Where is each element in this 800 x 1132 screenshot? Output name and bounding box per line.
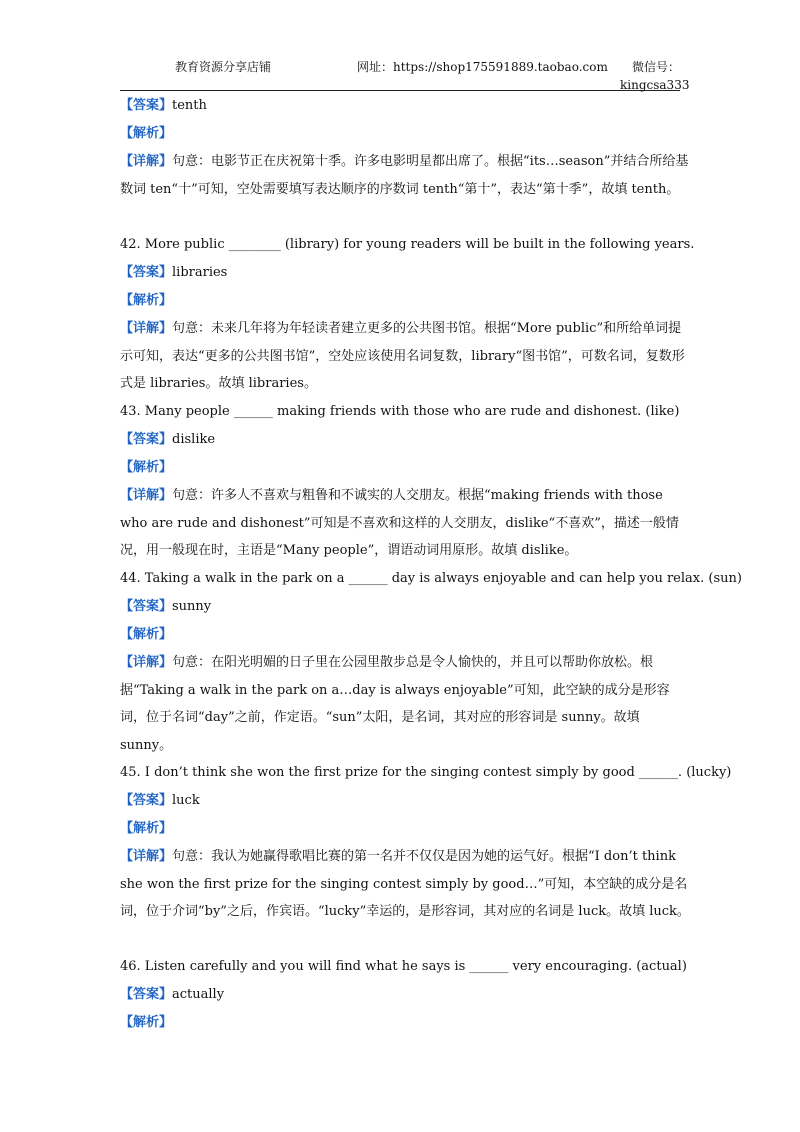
question-line: 44. Taking a walk in the park on a ______ day is always enjoyable and can help you relax. (sun) (120, 571, 742, 586)
page-header (120, 56, 690, 92)
detail-paragraph (120, 843, 690, 953)
analysis-line (120, 621, 690, 649)
detail-paragraph (120, 649, 690, 759)
analysis-tag: 【解析】 (120, 821, 173, 836)
detail-text: 句意：我认为她赢得歌唱比赛的第一名并不仅仅是因为她的运气好。根据“I don’t think she won the first prize for the singing contest simply by good…”可知，本空缺的成分是名词，位于介词“by”之后，作宾语。“lucky”幸运的，是形容词，其对应的名词是 luck。故填 luck。 (120, 849, 690, 919)
detail-tag: 【详解】 (120, 321, 173, 336)
analysis-line (120, 1009, 690, 1037)
answer-line (120, 981, 690, 1009)
analysis-line (120, 815, 690, 843)
answer-tag: 【答案】 (120, 793, 173, 808)
answer-text: luck (172, 793, 200, 808)
shop-name: 教育资源分享店铺 (175, 60, 272, 74)
question-line: 46. Listen carefully and you will find what he says is ______ very encouraging. (actual) (120, 959, 687, 974)
detail-paragraph (120, 148, 690, 231)
detail-tag: 【详解】 (120, 488, 173, 503)
question-line: 43. Many people ______ making friends with those who are rude and dishonest. (like) (120, 404, 680, 419)
analysis-tag: 【解析】 (120, 627, 173, 642)
answer-line (120, 426, 690, 454)
answer-text: sunny (172, 599, 212, 614)
detail-paragraph (120, 482, 690, 565)
answer-tag: 【答案】 (120, 987, 173, 1002)
analysis-tag: 【解析】 (120, 1015, 173, 1030)
wechat-label: 微信号： (631, 60, 680, 74)
answer-text: tenth (172, 98, 207, 113)
detail-text: 句意：在阳光明媚的日子里在公园里散步总是令人愉快的，并且可以帮助你放松。根据“Taking a walk in the park on a…day is always enjoyable”可知，此空缺的成分是形容词，位于名词“day”之前，作定语。“sun”太阳，是名词，其对应的形容词是 sunny。故填 sunny。 (120, 655, 670, 753)
answer-text: dislike (172, 432, 216, 447)
document-body (120, 92, 742, 1037)
answer-line (120, 593, 690, 621)
answer-tag: 【答案】 (120, 265, 173, 280)
answer-line (120, 787, 690, 815)
answer-text: actually (172, 987, 225, 1002)
detail-text: 句意：未来几年将为年轻读者建立更多的公共图书馆。根据“More public”和所给单词提示可知，表达“更多的公共图书馆”，空处应该使用名词复数，library“图书馆”，可数名词，复数形式是 libraries。故填 libraries。 (120, 321, 685, 391)
detail-paragraph (120, 315, 690, 398)
answer-line (120, 259, 690, 287)
analysis-line (120, 287, 690, 315)
wechat-value: kingcsa333 (620, 78, 690, 92)
analysis-tag: 【解析】 (120, 460, 173, 475)
shop-url: 网址：https://shop175591889.taobao.com (357, 60, 608, 74)
question-line: 42. More public ________ (library) for young readers will be built in the following years. (120, 237, 695, 252)
detail-tag: 【详解】 (120, 655, 173, 670)
detail-tag: 【详解】 (120, 849, 173, 864)
analysis-tag: 【解析】 (120, 126, 173, 141)
question-line: 45. I don’t think she won the first prize for the singing contest simply by good ______. (lucky) (120, 765, 732, 780)
detail-tag: 【详解】 (120, 154, 173, 169)
answer-line (120, 92, 690, 120)
detail-text: 句意：电影节正在庆祝第十季。许多电影明星都出席了。根据“its…season”并结合所给基数词 ten“十”可知，空处需要填写表达顺序的序数词 tenth“第十”，表达“第十季”，故填 tenth。 (120, 154, 689, 197)
detail-text: 句意：许多人不喜欢与粗鲁和不诚实的人交朋友。根据“making friends with those who are rude and dishonest”可知是不喜欢和这样的人交朋友，dislike“不喜欢”，描述一般情况，用一般现在时，主语是“Many people”，谓语动词用原形。故填 dislike。 (120, 488, 679, 558)
wechat-id (620, 58, 690, 94)
answer-tag: 【答案】 (120, 432, 173, 447)
answer-text: libraries (172, 265, 228, 280)
analysis-line (120, 454, 690, 482)
analysis-line (120, 120, 690, 148)
analysis-tag: 【解析】 (120, 293, 173, 308)
answer-tag: 【答案】 (120, 599, 173, 614)
answer-tag: 【答案】 (120, 98, 173, 113)
